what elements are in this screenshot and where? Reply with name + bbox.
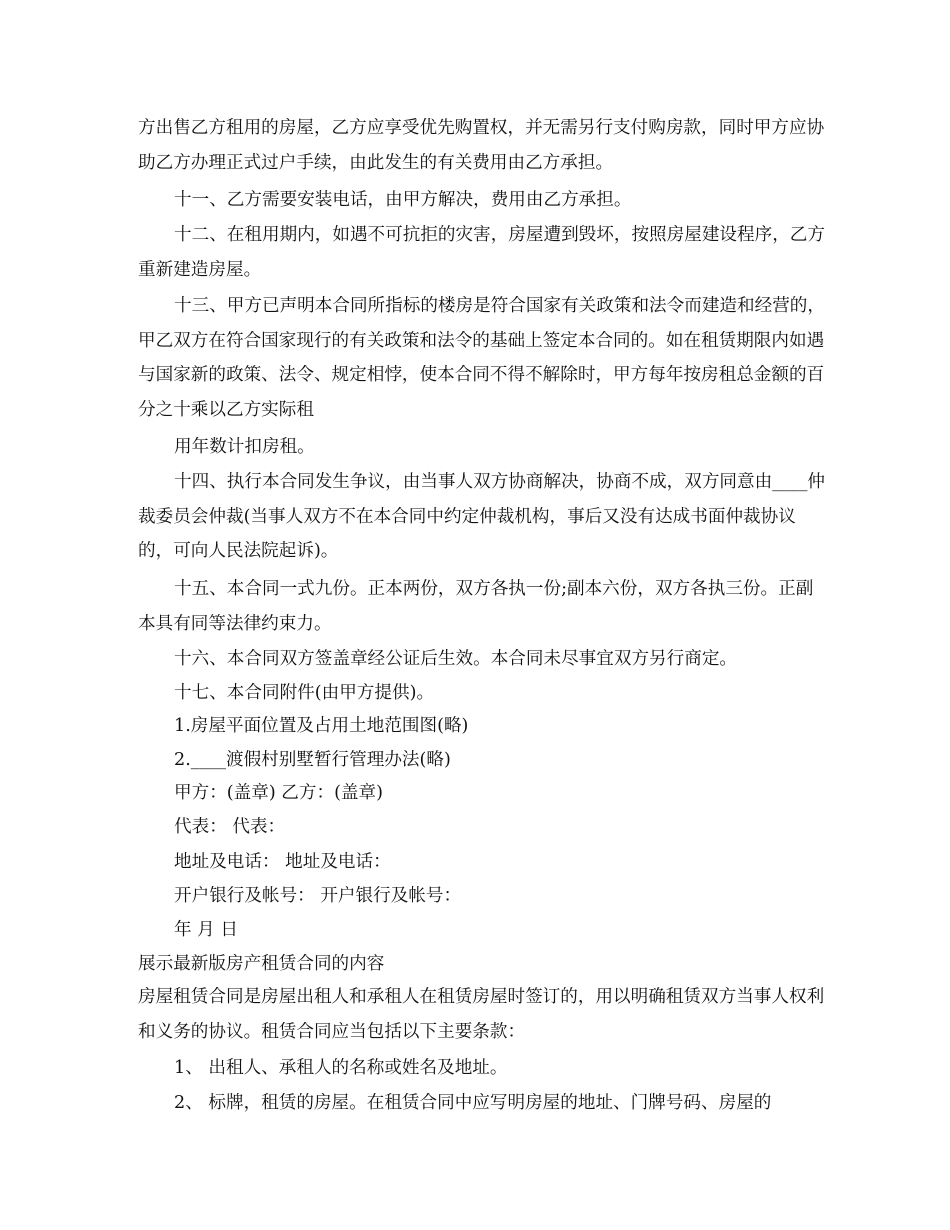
clause-item-2: 2、 标牌，租赁的房屋。在租赁合同中应写明房屋的地址、门牌号码、房屋的 <box>174 1093 772 1113</box>
attachment-item-2: 2.____渡假村别墅暂行管理办法(略) <box>174 750 451 770</box>
signature-party-line: 甲方：(盖章) 乙方：(盖章) <box>174 783 383 803</box>
paragraph-purchase-priority: 方出售乙方租用的房屋，乙方应享受优先购置权，并无需另行支付购房款，同时甲方应协助乙方办理正式过户手续，由此发生的有关费用由乙方承担。 <box>138 118 825 173</box>
signature-representative-line: 代表： 代表： <box>174 817 286 837</box>
paragraph-clause-15: 十五、本合同一式九份。正本两份，双方各执一份;副本六份，双方各执三份。正副本具有同等法律约束力。 <box>138 579 814 634</box>
attachment-item-1: 1.房屋平面位置及占用土地范围图(略) <box>174 716 469 736</box>
signature-bank-line: 开户银行及帐号： 开户银行及帐号： <box>174 886 462 906</box>
paragraph-clause-13-continued: 用年数计扣房租。 <box>174 437 315 457</box>
signature-address-line: 地址及电话： 地址及电话： <box>174 852 391 872</box>
signature-date-line: 年 月 日 <box>174 920 238 940</box>
clause-item-1: 1、 出租人、承租人的名称或姓名及地址。 <box>174 1058 508 1078</box>
paragraph-clause-12: 十二、在租用期内，如遇不可抗拒的灾害，房屋遭到毁坏，按照房屋建设程序，乙方重新建造房屋。 <box>138 225 825 280</box>
paragraph-clause-14: 十四、执行本合同发生争议，由当事人双方协商解决，协商不成，双方同意由____仲裁委员会仲裁(当事人双方不在本合同中约定仲裁机构，事后又没有达成书面仲裁协议的，可向人民法院起诉)。 <box>138 472 825 561</box>
paragraph-clause-16: 十六、本合同双方签盖章经公证后生效。本合同未尽事宜双方另行商定。 <box>174 649 738 669</box>
section-heading: 展示最新版房产租赁合同的内容 <box>138 954 385 974</box>
paragraph-clause-13: 十三、甲方已声明本合同所指标的楼房是符合国家有关政策和法令而建造和经营的，甲乙双方在符合国家现行的有关政策和法令的基础上签定本合同的。如在租赁期限内如遇与国家新的政策、法令、规定相悖，使本合同不得不解除时，甲方每年按房租总金额的百分之十乘以乙方实际租 <box>138 296 825 420</box>
paragraph-clause-11: 十一、乙方需要安装电话，由甲方解决，费用由乙方承担。 <box>174 190 632 210</box>
paragraph-clause-17: 十七、本合同附件(由甲方提供)。 <box>174 683 435 703</box>
paragraph-lease-definition: 房屋租赁合同是房屋出租人和承租人在租赁房屋时签订的，用以明确租赁双方当事人权利和义务的协议。租赁合同应当包括以下主要条款： <box>138 987 825 1042</box>
